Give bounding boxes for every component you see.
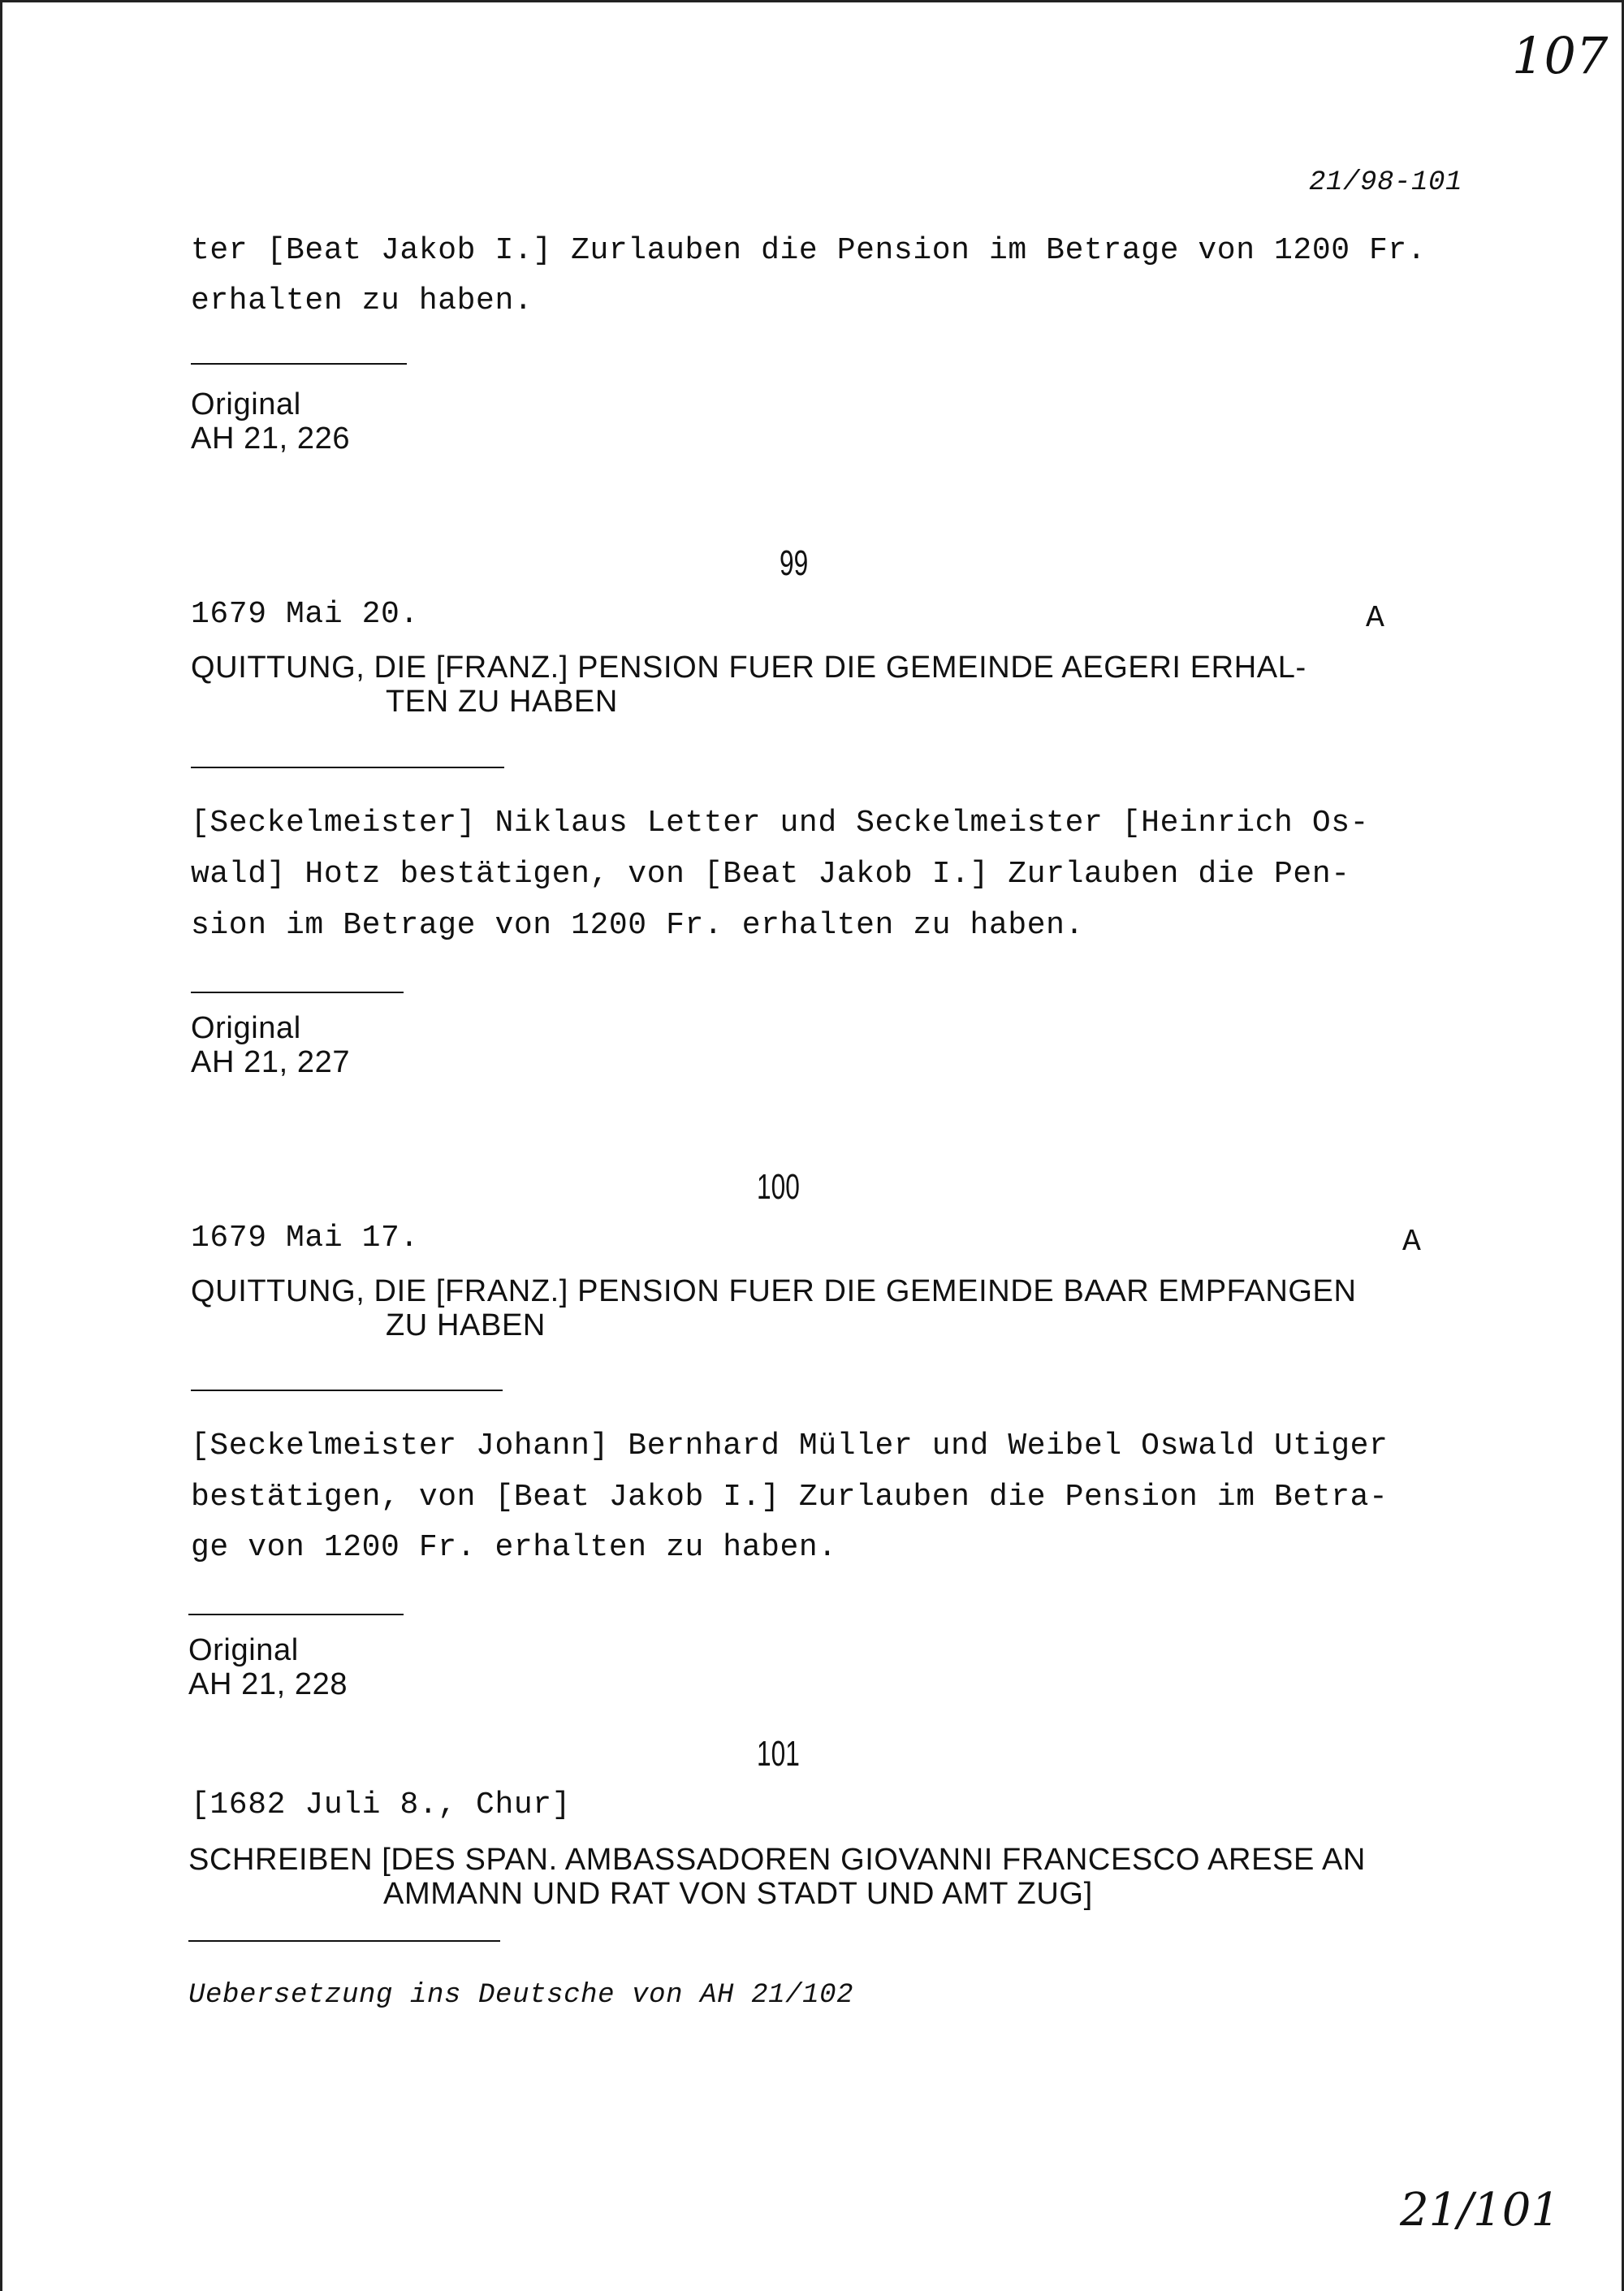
entry-body-line-1: [Seckelmeister] Niklaus Letter und Seckelmeister [Heinrich Os- [191, 806, 1370, 841]
footnote-rule [188, 1614, 404, 1615]
title-rule [191, 767, 504, 768]
source-type: Original [191, 387, 301, 421]
source-type: Original [188, 1633, 299, 1667]
continuation-line-1: ter [Beat Jakob I.] Zurlauben die Pension im Betrage von 1200 Fr. [191, 233, 1427, 268]
entry-title-line-2: AMMANN UND RAT VON STADT UND AMT ZUG] [383, 1877, 1093, 1911]
entry-title-line-2: ZU HABEN [386, 1308, 546, 1342]
source-type: Original [191, 1011, 301, 1045]
entry-date: 1679 Mai 17. [191, 1221, 419, 1256]
footnote-rule [191, 363, 407, 365]
entry-title-line-2: TEN ZU HABEN [386, 685, 618, 719]
continuation-line-2: erhalten zu haben. [191, 283, 533, 318]
entry-body-line-1: [Seckelmeister Johann] Bernhard Müller und Weibel Oswald Utiger [191, 1429, 1389, 1463]
entry-body-line-2: wald] Hotz bestätigen, von [Beat Jakob I.] Zurlauben die Pen- [191, 857, 1350, 892]
entry-marker: A [1402, 1225, 1422, 1260]
entry-title-line-1: QUITTUNG, DIE [FRANZ.] PENSION FUER DIE GEMEINDE BAAR EMPFANGEN [191, 1274, 1357, 1308]
entry-number-100: 100 [757, 1167, 800, 1207]
entry-body-line-3: ge von 1200 Fr. erhalten zu haben. [191, 1530, 837, 1565]
entry-body-line-2: bestätigen, von [Beat Jakob I.] Zurlauben die Pension im Betra- [191, 1480, 1389, 1515]
footnote-rule [191, 992, 404, 993]
entry-number-101: 101 [757, 1734, 800, 1774]
scan-edge-left [0, 0, 2, 2291]
entry-date: [1682 Juli 8., Chur] [191, 1787, 572, 1822]
entry-date: 1679 Mai 20. [191, 597, 419, 632]
header-reference: 21/98-101 [1309, 167, 1463, 198]
entry-title-line-1: QUITTUNG, DIE [FRANZ.] PENSION FUER DIE GEMEINDE AEGERI ERHAL- [191, 651, 1307, 685]
source-reference: AH 21, 228 [188, 1667, 348, 1701]
handwritten-bottom-reference: 21/101 [1400, 2184, 1561, 2237]
entry-marker: A [1366, 601, 1385, 636]
source-reference: AH 21, 227 [191, 1045, 351, 1079]
entry-body-line-3: sion im Betrage von 1200 Fr. erhalten zu haben. [191, 908, 1084, 943]
entry-number-99: 99 [780, 543, 809, 583]
translation-note: Uebersetzung ins Deutsche von AH 21/102 [188, 1980, 854, 2011]
title-rule [191, 1390, 503, 1391]
handwritten-page-number: 107 [1512, 26, 1609, 85]
source-reference: AH 21, 226 [191, 421, 351, 456]
entry-title-line-1: SCHREIBEN [DES SPAN. AMBASSADOREN GIOVANNI FRANCESCO ARESE AN [188, 1843, 1366, 1877]
scan-edge-top [0, 0, 1624, 2]
title-rule [188, 1940, 500, 1942]
